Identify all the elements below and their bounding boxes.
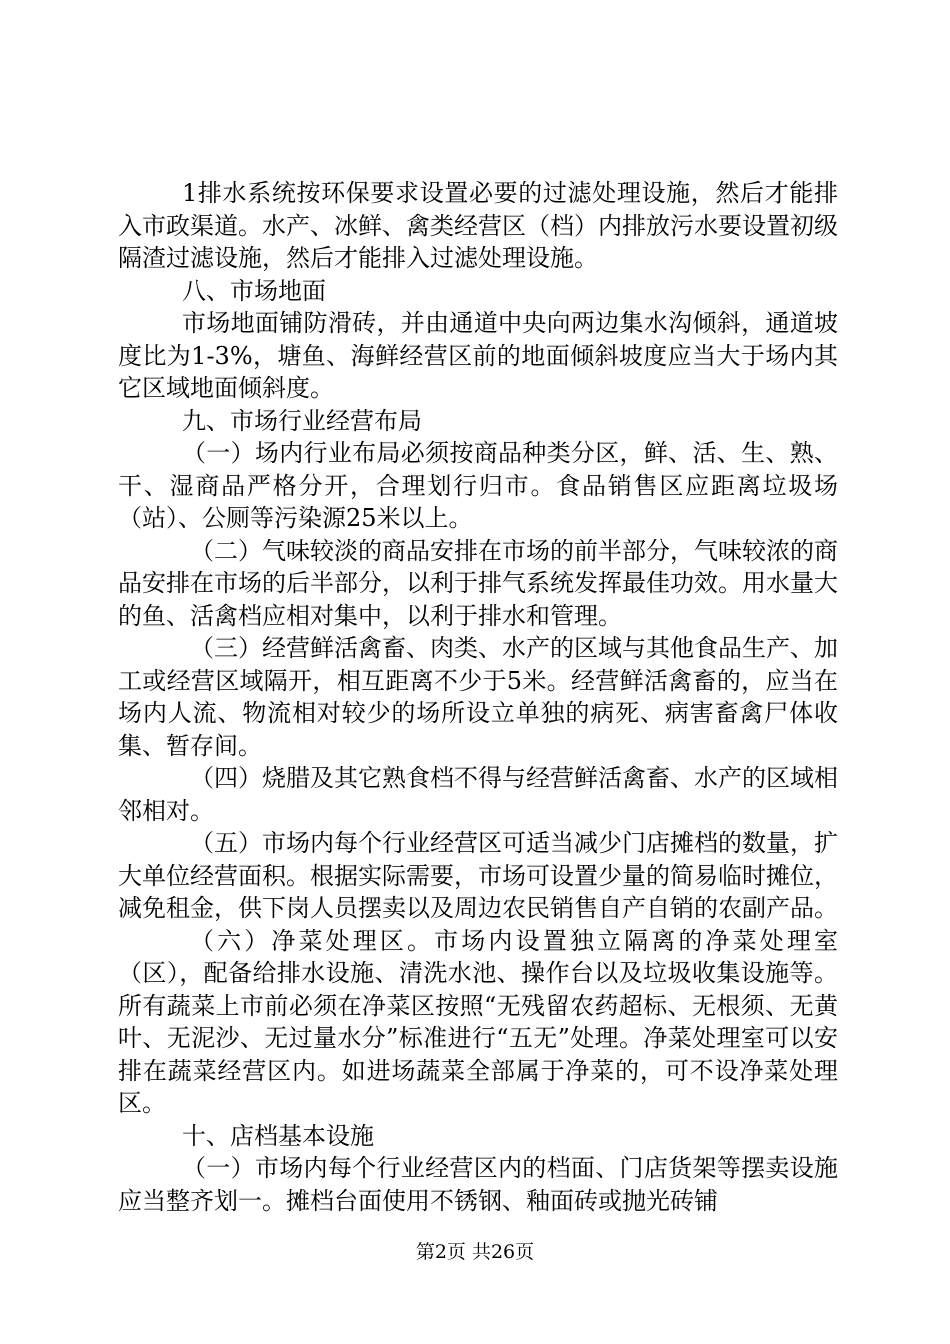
paragraph-layout-2: （二）气味较淡的商品安排在市场的前半部分，气味较浓的商品安排在市场的后半部分，以利于排气系统发挥最佳功效。用水量大的鱼、活禽档应相对集中，以利于排水和管理。 xyxy=(118,536,838,630)
paragraph-layout-5: （五）市场内每个行业经营区可适当减少门店摊档的数量，扩大单位经营面积。根据实际需要，市场可设置少量的简易临时摊位，减免租金，供下岗人员摆卖以及周边农民销售自产自销的农副产品。 xyxy=(118,829,838,922)
paragraph-stall-1: （一）市场内每个行业经营区内的档面、门店货架等摆卖设施应当整齐划一。摊档台面使用不锈钢、釉面砖或抛光砖铺 xyxy=(118,1154,838,1215)
paragraph-drainage: 1排水系统按环保要求设置必要的过滤处理设施，然后才能排入市政渠道。水产、冰鲜、禽类经营区（档）内排放污水要设置初级隔渣过滤设施，然后才能排入过滤处理设施。 xyxy=(118,179,838,272)
heading-business-layout: 九、市场行业经营布局 xyxy=(182,406,422,435)
paragraph-market-floor: 市场地面铺防滑砖，并由通道中央向两边集水沟倾斜，通道坡度比为1-3%，塘鱼、海鲜经营区前的地面倾斜坡度应当大于场内其它区域地面倾斜度。 xyxy=(118,309,838,402)
paragraph-layout-3: （三）经营鲜活禽畜、肉类、水产的区域与其他食品生产、加工或经营区域隔开，相互距离不少于5米。经营鲜活禽畜的，应当在场内人流、物流相对较少的场所设立单独的病死、病害畜禽尸体收集、暂存间。 xyxy=(118,634,838,760)
heading-stall-facilities: 十、店档基本设施 xyxy=(182,1121,374,1150)
page-number-footer: 第2页 共26页 xyxy=(415,1241,535,1263)
heading-market-floor: 八、市场地面 xyxy=(182,276,326,305)
paragraph-layout-6: （六）净菜处理区。市场内设置独立隔离的净菜处理室（区），配备给排水设施、清洗水池、操作台以及垃圾收集设施等。所有蔬菜上市前必须在净菜区按照“无残留农药超标、无根须、无黄叶、无泥沙、无过量水分”标准进行“五无”处理。净菜处理室可以安排在蔬菜经营区内。如进场蔬菜全部属于净菜的，可不设净菜处理区。 xyxy=(118,926,838,1117)
paragraph-layout-1: （一）场内行业布局必须按商品种类分区，鲜、活、生、熟、干、湿商品严格分开，合理划行归市。食品销售区应距离垃圾场（站）、公厕等污染源25米以上。 xyxy=(118,439,838,532)
document-body xyxy=(118,177,838,1217)
paragraph-layout-4: （四）烧腊及其它熟食档不得与经营鲜活禽畜、水产的区域相邻相对。 xyxy=(118,764,838,825)
